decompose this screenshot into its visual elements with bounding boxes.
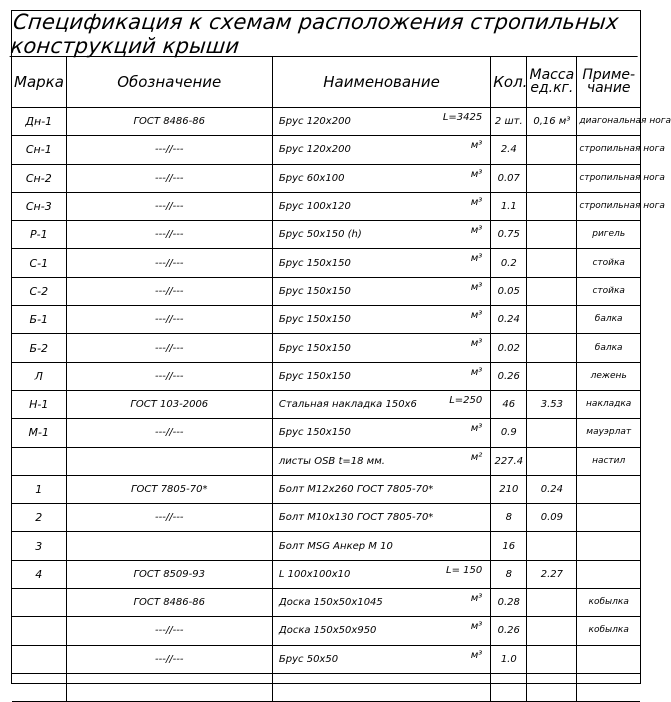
cell-name [272,108,490,136]
cell-designation: ---//--- [66,136,272,164]
table-row [12,136,640,164]
item-name: Брус 150х150 [278,342,351,354]
item-unit: м³ [470,196,483,208]
table-row [12,108,640,136]
table-row [12,617,640,645]
item-name: Брус 150х150 [278,370,351,382]
cell-mass [527,362,577,390]
table-row [12,504,640,532]
cell-qty [491,673,527,701]
item-unit: L=3425 [442,112,483,123]
cell-note: кобылка [577,589,640,617]
cell-name [272,504,490,532]
cell-name [272,475,490,503]
item-name: Стальная накладка 150х6 [278,399,417,411]
item-name: Брус 150х150 [278,314,351,326]
table-body [12,108,671,702]
cell-note [577,504,640,532]
cell-name [272,419,490,447]
cell-name [272,532,490,560]
item-unit: L=250 [449,394,483,406]
item-name: Болт MSG Анкер М 10 [278,540,393,552]
cell-note: накладка [577,390,640,418]
cell-mark: Дн-1 [12,108,66,136]
item-name: Брус 120х200 [278,116,351,128]
cell-mass: 0,16 м³ [527,108,577,136]
cell-note [577,560,640,588]
cell-mark: 1 [12,475,66,503]
cell-mark: Б-1 [12,306,66,334]
cell-designation: ГОСТ 8509-93 [66,560,272,588]
cell-mark: С-2 [12,277,66,305]
cell-name [272,334,490,362]
table-row [12,532,640,560]
cell-note [577,475,640,503]
cell-name [272,447,490,475]
cell-note [577,645,640,673]
table-row [12,362,640,390]
cell-mass [527,617,577,645]
item-unit: м³ [470,225,483,237]
item-name: Брус 150х150 [278,427,351,439]
table-row [12,192,640,220]
cell-qty: 0.26 [491,617,527,645]
cell-mass [527,192,577,220]
cell-mass [527,447,577,475]
item-name: Болт М10х130 ГОСТ 7805-70* [278,512,434,524]
cell-mark: Р-1 [12,221,66,249]
cell-designation: ГОСТ 7805-70* [66,475,272,503]
cell-mass [527,673,577,701]
cell-name [272,617,490,645]
cell-qty: 210 [491,475,527,503]
spec-table [12,57,671,702]
cell-designation: ---//--- [66,249,272,277]
table-row [12,475,640,503]
cell-note [577,673,640,701]
item-unit: м³ [470,423,483,435]
item-unit: L= 150 [446,564,483,576]
cell-name [272,673,490,701]
cell-note: настил [577,447,640,475]
item-unit: м³ [470,593,483,605]
cell-note: мауэрлат [577,419,640,447]
item-unit: м³ [470,310,483,322]
cell-mark [12,589,66,617]
cell-designation: ---//--- [66,617,272,645]
cell-name [272,136,490,164]
cell-qty: 16 [491,532,527,560]
cell-note: кобылка [577,617,640,645]
cell-mass: 3.53 [527,390,577,418]
cell-mark [12,673,66,701]
column-header-mass: Масса ед.кг. [527,57,577,108]
cell-mark: Н-1 [12,390,66,418]
cell-mass [527,589,577,617]
cell-mass: 0.24 [527,475,577,503]
cell-note: стропильная нога [577,164,640,192]
cell-name [272,589,490,617]
cell-designation [66,673,272,701]
cell-designation: ---//--- [66,334,272,362]
item-name: листы OSB t=18 мм. [278,455,385,467]
cell-mass [527,221,577,249]
cell-mark: Сн-3 [12,192,66,220]
table-row [12,645,640,673]
item-name: Брус 60х100 [278,172,345,184]
cell-designation: ГОСТ 8486-86 [66,108,272,136]
cell-name [272,221,490,249]
cell-designation: ---//--- [66,164,272,192]
cell-qty: 2.4 [491,136,527,164]
cell-qty: 8 [491,560,527,588]
cell-qty: 1.0 [491,645,527,673]
cell-qty: 0.07 [491,164,527,192]
cell-qty: 46 [491,390,527,418]
table-row [12,334,640,362]
table-row [12,277,640,305]
cell-mark [12,617,66,645]
item-unit: м³ [470,253,483,265]
cell-note [577,532,640,560]
table-row [12,249,640,277]
cell-qty: 0.9 [491,419,527,447]
cell-mass [527,532,577,560]
table-row [12,221,640,249]
cell-name [272,249,490,277]
cell-mark: С-1 [12,249,66,277]
cell-mass [527,164,577,192]
cell-mass [527,645,577,673]
item-name: Доска 150х50х1045 [278,597,383,609]
cell-name [272,645,490,673]
cell-designation: ---//--- [66,504,272,532]
cell-name [272,277,490,305]
cell-qty: 0.75 [491,221,527,249]
item-name: Доска 150х50х950 [278,625,377,637]
cell-qty: 0.05 [491,277,527,305]
cell-name [272,390,490,418]
table-row [12,164,640,192]
cell-name [272,192,490,220]
cell-note: стропильная нога [577,192,640,220]
cell-designation: ---//--- [66,221,272,249]
cell-mark: 2 [12,504,66,532]
cell-mass [527,277,577,305]
item-name: L 100х100х10 [278,568,351,580]
cell-designation: ГОСТ 103-2006 [66,390,272,418]
cell-qty: 2 шт. [491,108,527,136]
cell-qty: 0.2 [491,249,527,277]
table-header [12,57,640,108]
item-unit: м³ [470,621,483,633]
column-header-name: Наименование [272,57,490,108]
cell-note: ригель [577,221,640,249]
cell-note: балка [577,334,640,362]
item-name: Брус 120х200 [278,144,351,156]
page-title: Спецификация к схемам расположения стропильных конструкций крыши [10,11,643,57]
cell-qty: 1.1 [491,192,527,220]
cell-designation: ---//--- [66,645,272,673]
item-unit: м³ [470,366,483,378]
cell-qty: 0.26 [491,362,527,390]
cell-designation: ---//--- [66,306,272,334]
cell-mark: Б-2 [12,334,66,362]
cell-mark: Сн-2 [12,164,66,192]
column-header-designation: Обозначение [66,57,272,108]
cell-designation: ---//--- [66,419,272,447]
item-unit: м³ [470,338,483,350]
cell-designation: ---//--- [66,277,272,305]
table-row [12,419,640,447]
cell-qty: 0.24 [491,306,527,334]
column-header-note: Приме- чание [577,57,640,108]
item-name: Болт М12х260 ГОСТ 7805-70* [278,484,434,495]
cell-designation: ---//--- [66,192,272,220]
item-name: Брус 150х150 [278,285,351,297]
cell-qty: 8 [491,504,527,532]
cell-mass [527,136,577,164]
cell-name [272,164,490,192]
table-row [12,306,640,334]
item-unit: м³ [470,168,483,180]
cell-qty: 0.28 [491,589,527,617]
cell-note: стойка [577,277,640,305]
cell-mark: Сн-1 [12,136,66,164]
cell-note: балка [577,306,640,334]
cell-designation: ---//--- [66,362,272,390]
spec-sheet [9,9,671,684]
item-unit: м³ [470,281,483,293]
cell-mark: 4 [12,560,66,588]
table-row [12,447,640,475]
table-row [12,589,640,617]
item-unit: м³ [470,140,483,152]
cell-qty: 227.4 [491,447,527,475]
cell-mark [12,447,66,475]
item-name: Брус 50х50 [278,653,339,665]
item-name: Брус 50х150 (h) [278,229,362,241]
item-unit: м³ [470,649,483,661]
table-row [12,673,640,701]
cell-note: лежень [577,362,640,390]
cell-note: стропильная нога [577,136,640,164]
cell-designation: ГОСТ 8486-86 [66,589,272,617]
cell-mark: 3 [12,532,66,560]
cell-mass [527,306,577,334]
cell-mark [12,645,66,673]
cell-qty: 0.02 [491,334,527,362]
cell-mass [527,249,577,277]
table-row [12,560,640,588]
cell-note: стойка [577,249,640,277]
cell-mark: М-1 [12,419,66,447]
cell-note: диагональная нога [577,108,640,136]
cell-name [272,560,490,588]
item-name: Брус 100х120 [278,201,351,213]
cell-name [272,362,490,390]
cell-mark: Л [12,362,66,390]
cell-mass: 0.09 [527,504,577,532]
column-header-qty: Кол. [491,57,527,108]
cell-name [272,306,490,334]
cell-mass [527,334,577,362]
cell-designation [66,447,272,475]
cell-mass [527,419,577,447]
table-row [12,390,640,418]
item-unit: м² [470,451,483,463]
cell-designation [66,532,272,560]
item-name: Брус 150х150 [278,257,351,269]
cell-mass: 2.27 [527,560,577,588]
column-header-mark: Марка [12,57,66,108]
